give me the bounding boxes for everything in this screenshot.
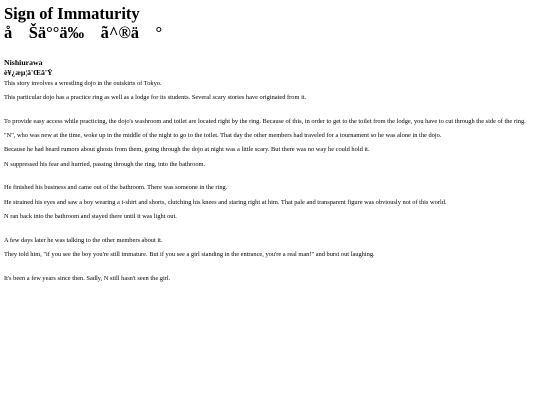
story-paragraph: To provide easy access while practicing, the dojo's washroom and toilet are located right by the ring. Because of this, in order to get to the toilet from the lodge, you have to cut through the side of the ring. — [4, 117, 526, 125]
author-name: Nishiurawa — [4, 58, 43, 67]
story-paragraph: He finished his business and came out of the bathroom. There was someone in the ring. — [4, 184, 228, 192]
story-paragraph: Because he had heard rumors about ghosts from them, going through the dojo at night was a little scary. But there was no way he could hold it. — [4, 146, 370, 154]
story-paragraph: A few days later he was talking to the other members about it. — [4, 236, 163, 244]
story-title-japanese-garbled: å Šä°°ä‰ ã^®ä ° — [4, 23, 163, 42]
story-paragraph: "N", who was new at the time, woke up in the middle of the night to go to the toilet. That day the other members had traveled for a tournament so he was alone in the dojo. — [4, 132, 442, 140]
story-paragraph: He strained his eyes and saw a boy wearing a t-shirt and shorts, clutching his knees and staring right at him. That pale and transparent figure was obviously not of this world. — [4, 198, 447, 206]
story-paragraph: This particular dojo has a practice ring as well as a lodge for its students. Several scary stories have originated from it. — [4, 94, 307, 102]
page-content — [4, 4, 536, 289]
story-body — [4, 80, 536, 282]
story-paragraph: It's been a few years since then. Sadly, N still hasn't seen the girl. — [4, 274, 171, 282]
author-name-japanese-garbled: è¥¿æµ¦ã'Œã'Ÿ — [4, 67, 53, 77]
story-title: Sign of Immaturity — [4, 4, 140, 23]
story-paragraph: They told him, "if you see the boy you're still immature. But if you see a girl standing in the entrance, you're a real man!" and burst out laughing. — [4, 250, 375, 258]
story-paragraph: This story involves a wrestling dojo in the outskirts of Tokyo. — [4, 80, 162, 87]
story-paragraph: N suppressed his fear and hurried, passing through the ring, into the bathroom. — [4, 160, 206, 168]
story-paragraph: N ran back into the bathroom and stayed there until it was light out. — [4, 212, 177, 220]
